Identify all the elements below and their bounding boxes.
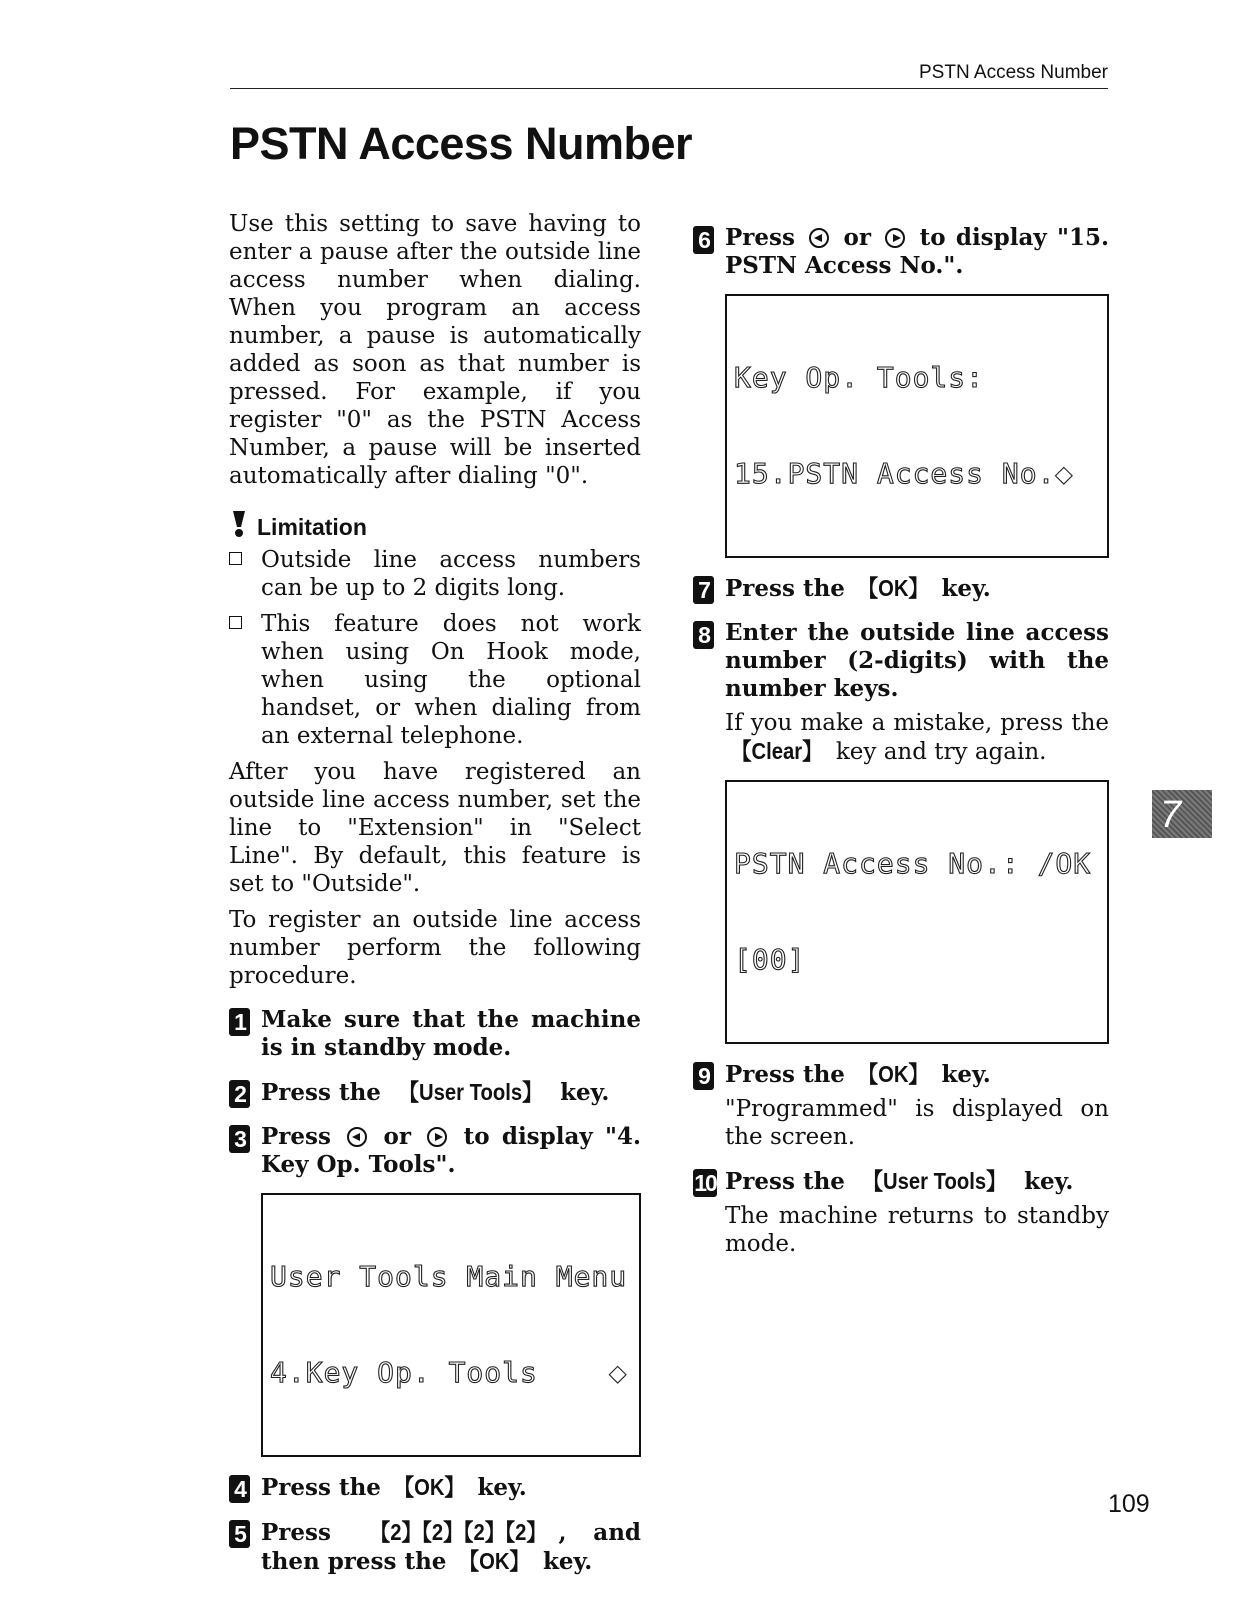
page-number: 109 — [1108, 1490, 1150, 1518]
limitation-item: Outside line access numbers can be up to 2 digits long. — [229, 546, 641, 602]
step-number: 7 — [693, 576, 714, 604]
chapter-tab: 7 — [1152, 790, 1212, 838]
left-arrow-key-icon — [347, 1127, 367, 1147]
intro-paragraph: Use this setting to save having to enter a pause after the outside line access number when dialing. When you program an access number, a pause is automatically added as soon as that number is pressed. For example, if you register "0" as the PSTN Access Number, a pause will be inserted automatically after dialing "0". — [229, 211, 641, 489]
step-number: 10 — [694, 1170, 716, 1196]
step-1: 1 Make sure that the machine is in standby mode. — [229, 1006, 641, 1062]
limitation-label: Limitation — [257, 514, 367, 540]
step-9: 9 Press the 【OK】 key. "Programmed" is displayed on the screen. — [693, 1060, 1109, 1151]
clear-key: 【Clear】 — [731, 738, 823, 764]
checkbox-bullet-icon — [229, 552, 242, 565]
step-3: 3 Press or to display "4. Key Op. Tools". User Tools Main Menu 4.Key Op. Tools ◆ — [229, 1123, 641, 1457]
step-8: 8 Enter the outside line access number (2-digits) with the number keys. If you make a mistake, press the 【Clear】 key and try again. PSTN Access No.: /OK [00] — [693, 619, 1109, 1044]
step-2: 2 Press the 【User Tools】 key. — [229, 1078, 641, 1107]
procedure-paragraph: To register an outside line access number perform the following procedure. — [229, 907, 641, 989]
ok-key: 【OK】 — [857, 1061, 929, 1087]
extension-paragraph: After you have registered an outside line access number, set the line to "Extension" in "Select Line". By default, this feature is set to "Outside". — [229, 759, 641, 897]
limitation-item: This feature does not work when using On Hook mode, when using the optional handset, or when dialing from an external telephone. — [229, 610, 641, 750]
left-column — [229, 210, 641, 1576]
step-number: 2 — [229, 1080, 250, 1108]
step-10: 10 Press the 【User Tools】 key. The machine returns to standby mode. — [694, 1168, 1109, 1257]
step-7: 7 Press the 【OK】 key. — [693, 574, 1109, 603]
user-tools-key: 【User Tools】 — [398, 1079, 543, 1105]
step-number: 6 — [693, 226, 714, 254]
right-arrow-key-icon — [427, 1127, 447, 1147]
page-title: PSTN Access Number — [230, 118, 693, 169]
user-tools-key: 【User Tools】 — [862, 1168, 1007, 1194]
step-number: 1 — [229, 1008, 250, 1036]
step-number: 5 — [229, 1520, 250, 1548]
step-5: 5 Press 【2】【2】【2】【2】 , and then press the 【OK】 key. — [229, 1518, 641, 1576]
lcd-display: User Tools Main Menu 4.Key Op. Tools ◆ — [261, 1193, 641, 1457]
step-number: 4 — [229, 1475, 250, 1503]
step-number: 3 — [229, 1125, 250, 1153]
lcd-display: Key Op. Tools: 15.PSTN Access No.◆ — [725, 294, 1109, 558]
right-arrow-key-icon — [885, 228, 905, 248]
checkbox-bullet-icon — [229, 616, 242, 629]
running-header: PSTN Access Number — [230, 62, 1108, 89]
lcd-display: PSTN Access No.: /OK [00] — [725, 780, 1109, 1044]
ok-key: 【OK】 — [459, 1548, 531, 1574]
number-keys: 【2】【2】【2】【2】 — [369, 1519, 547, 1545]
right-column — [693, 210, 1109, 1258]
ok-key: 【OK】 — [393, 1474, 465, 1500]
exclamation-icon — [229, 510, 249, 544]
step-number: 8 — [693, 621, 714, 649]
step-number: 9 — [693, 1062, 714, 1090]
ok-key: 【OK】 — [857, 575, 929, 601]
limitation-heading — [229, 510, 641, 544]
step-4: 4 Press the 【OK】 key. — [229, 1473, 641, 1502]
left-arrow-key-icon — [809, 228, 829, 248]
step-6: 6 Press or to display "15. PSTN Access No.". Key Op. Tools: 15.PSTN Access No.◆ — [693, 224, 1109, 558]
